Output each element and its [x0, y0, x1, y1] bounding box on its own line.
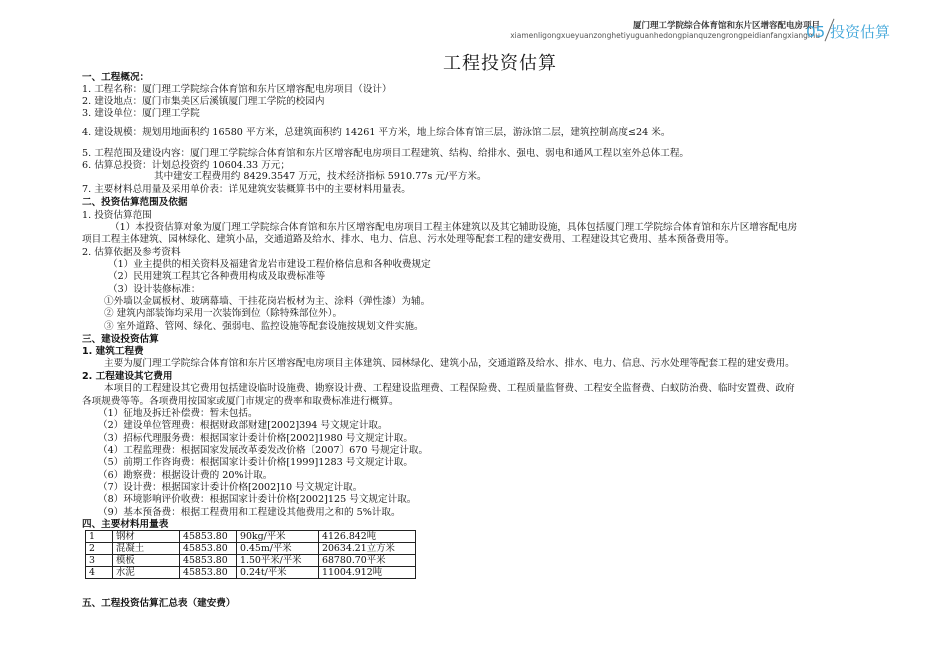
heading-construction-cost: 1. 建筑工程费: [82, 346, 144, 357]
text-line: （1）业主提供的相关资料及福建省龙岩市建设工程价格信息和各种收费规定: [108, 259, 431, 270]
text-line: 各项规费等等。各项费用按国家或厦门市规定的费率和取费标准进行概算。: [82, 396, 399, 407]
text-line: （6）勘察费：根据设计费的 20%计取。: [98, 470, 273, 481]
page-title: 工程投资估算: [443, 53, 557, 74]
table-cell: 水泥: [113, 567, 180, 579]
table-cell: 20634.21立方米: [319, 543, 416, 555]
table-cell: 1.50平米/平米: [237, 555, 319, 567]
text-line: 3. 建设单位：厦门理工学院: [82, 108, 200, 119]
text-line: ② 建筑内部装饰均采用一次装饰到位（除特殊部位外）。: [104, 308, 343, 319]
heading-scope-basis: 二、投资估算范围及依据: [82, 197, 188, 208]
text-line: 其中建安工程费用约 8429.3547 万元，技术经济指标 5910.77s 元/平方米。: [154, 171, 487, 182]
text-line: ①外墙以金属板材、玻璃幕墙、干挂花岗岩板材为主、涂料（弹性漆）为辅。: [104, 296, 431, 307]
table-cell: 4: [86, 567, 113, 579]
text-line: （8）环境影响评价收费：根据国家计委计价格[2002]125 号文规定计取。: [98, 494, 417, 505]
text-line: （3）设计装修标准：: [108, 284, 201, 295]
text-line: （4）工程监理费：根据国家发展改革委发改价格〔2007〕670 号规定计取。: [98, 445, 429, 456]
text-line: （2）建设单位管理费：根据财政部财建[2002]394 号文规定计取。: [98, 420, 388, 431]
table-row: [86, 543, 416, 555]
text-line: 7. 主要材料总用量及采用单价表：详见建筑安装概算书中的主要材料用量表。: [82, 184, 411, 195]
text-line: 主要为厦门理工学院综合体育馆和东片区增容配电房项目主体建筑、园林绿化、建筑小品，交通道路及给水、排水、电力、信息、污水处理等配套工程的建安费用。: [104, 358, 795, 369]
table-cell: 45853.80: [180, 567, 237, 579]
text-line: 4. 建设规模：规划用地面积约 16580 平方米，总建筑面积约 14261 平方米，地上综合体育馆三层，游泳馆二层，建筑控制高度≤24 米。: [82, 127, 671, 138]
table-row: [86, 531, 416, 543]
table-cell: 45853.80: [180, 543, 237, 555]
table-cell: 11004.912吨: [319, 567, 416, 579]
text-line: （3）招标代理服务费：根据国家计委计价格[2002]1980 号文规定计取。: [98, 433, 413, 444]
table-cell: 混凝土: [113, 543, 180, 555]
text-line: 项目工程主体建筑、园林绿化、建筑小品，交通道路及给水、排水、电力、信息、污水处理等配套工程的建安费用、工程建设其它费用、基本预备费用等。: [82, 234, 735, 245]
text-line: （7）设计费：根据国家计委计价格[2002]10 号文规定计取。: [98, 482, 363, 493]
text-line: 1. 投资估算范围: [82, 210, 152, 221]
text-line: （1）征地及拆迁补偿费：暂未包括。: [98, 408, 258, 419]
table-row: [86, 567, 416, 579]
heading-summary-table: 五、工程投资估算汇总表（建安费）: [82, 598, 236, 609]
text-line: 本项目的工程建设其它费用包括建设临时设施费、勘察设计费、工程建设监理费、工程保险费、工程质量监督费、工程安全监督费、白蚁防治费、临时安置费、政府: [104, 383, 795, 394]
table-cell: 45853.80: [180, 555, 237, 567]
text-line: 5. 工程范围及建设内容：厦门理工学院综合体育馆和东片区增容配电房项目工程建筑、结构、给排水、强电、弱电和通风工程以室外总体工程。: [82, 148, 690, 159]
header-project-pinyin: xiamenligongxueyuanzonghetiyuguanhedongpianquzengrongpeidianfangxiangmu: [510, 31, 820, 40]
text-line: 2. 建设地点：厦门市集美区后溪镇厦门理工学院的校园内: [82, 96, 325, 107]
text-line: ③ 室外道路、管网、绿化、强弱电、监控设施等配套设施按规划文件实施。: [104, 321, 424, 332]
heading-investment-estimate: 三、建设投资估算: [82, 334, 159, 345]
header-block: [510, 21, 820, 40]
text-line: （5）前期工作咨询费：根据国家计委计价格[1999]1283 号文规定计取。: [98, 457, 413, 468]
text-line: 6. 估算总投资：计划总投资约 10604.33 万元；: [82, 160, 290, 171]
table-cell: 模板: [113, 555, 180, 567]
materials-table: [85, 530, 416, 579]
text-line: （9）基本预备费：根据工程费用和工程建设其他费用之和的 5%计取。: [98, 507, 401, 518]
heading-materials: 四、主要材料用量表: [82, 519, 169, 530]
table-row: [86, 555, 416, 567]
heading-other-costs: 2. 工程建设其它费用: [82, 371, 173, 382]
table-cell: 45853.80: [180, 531, 237, 543]
table-cell: 0.45m/平米: [237, 543, 319, 555]
table-cell: 90kg/平米: [237, 531, 319, 543]
table-cell: 3: [86, 555, 113, 567]
table-cell: 0.24t/平米: [237, 567, 319, 579]
table-cell: 68780.70平米: [319, 555, 416, 567]
heading-project-overview: 一、工程概况：: [82, 72, 150, 83]
text-line: 1. 工程名称：厦门理工学院综合体育馆和东片区增容配电房项目（设计）: [82, 84, 392, 95]
header-project-title: 厦门理工学院综合体育馆和东片区增容配电房项目: [632, 21, 820, 31]
section-tag: 05 投资估算: [806, 23, 890, 41]
table-cell: 1: [86, 531, 113, 543]
text-line: 2. 估算依据及参考资料: [82, 247, 181, 258]
table-cell: 4126.842吨: [319, 531, 416, 543]
text-line: （1）本投资估算对象为厦门理工学院综合体育馆和东片区增容配电房项目工程主体建筑以及其它辅助设施，具体包括厦门理工学院综合体育馆和东片区增容配电房: [110, 222, 798, 233]
table-cell: 钢材: [113, 531, 180, 543]
text-line: （2）民用建筑工程其它各种费用构成及取费标准等: [108, 271, 326, 282]
table-cell: 2: [86, 543, 113, 555]
